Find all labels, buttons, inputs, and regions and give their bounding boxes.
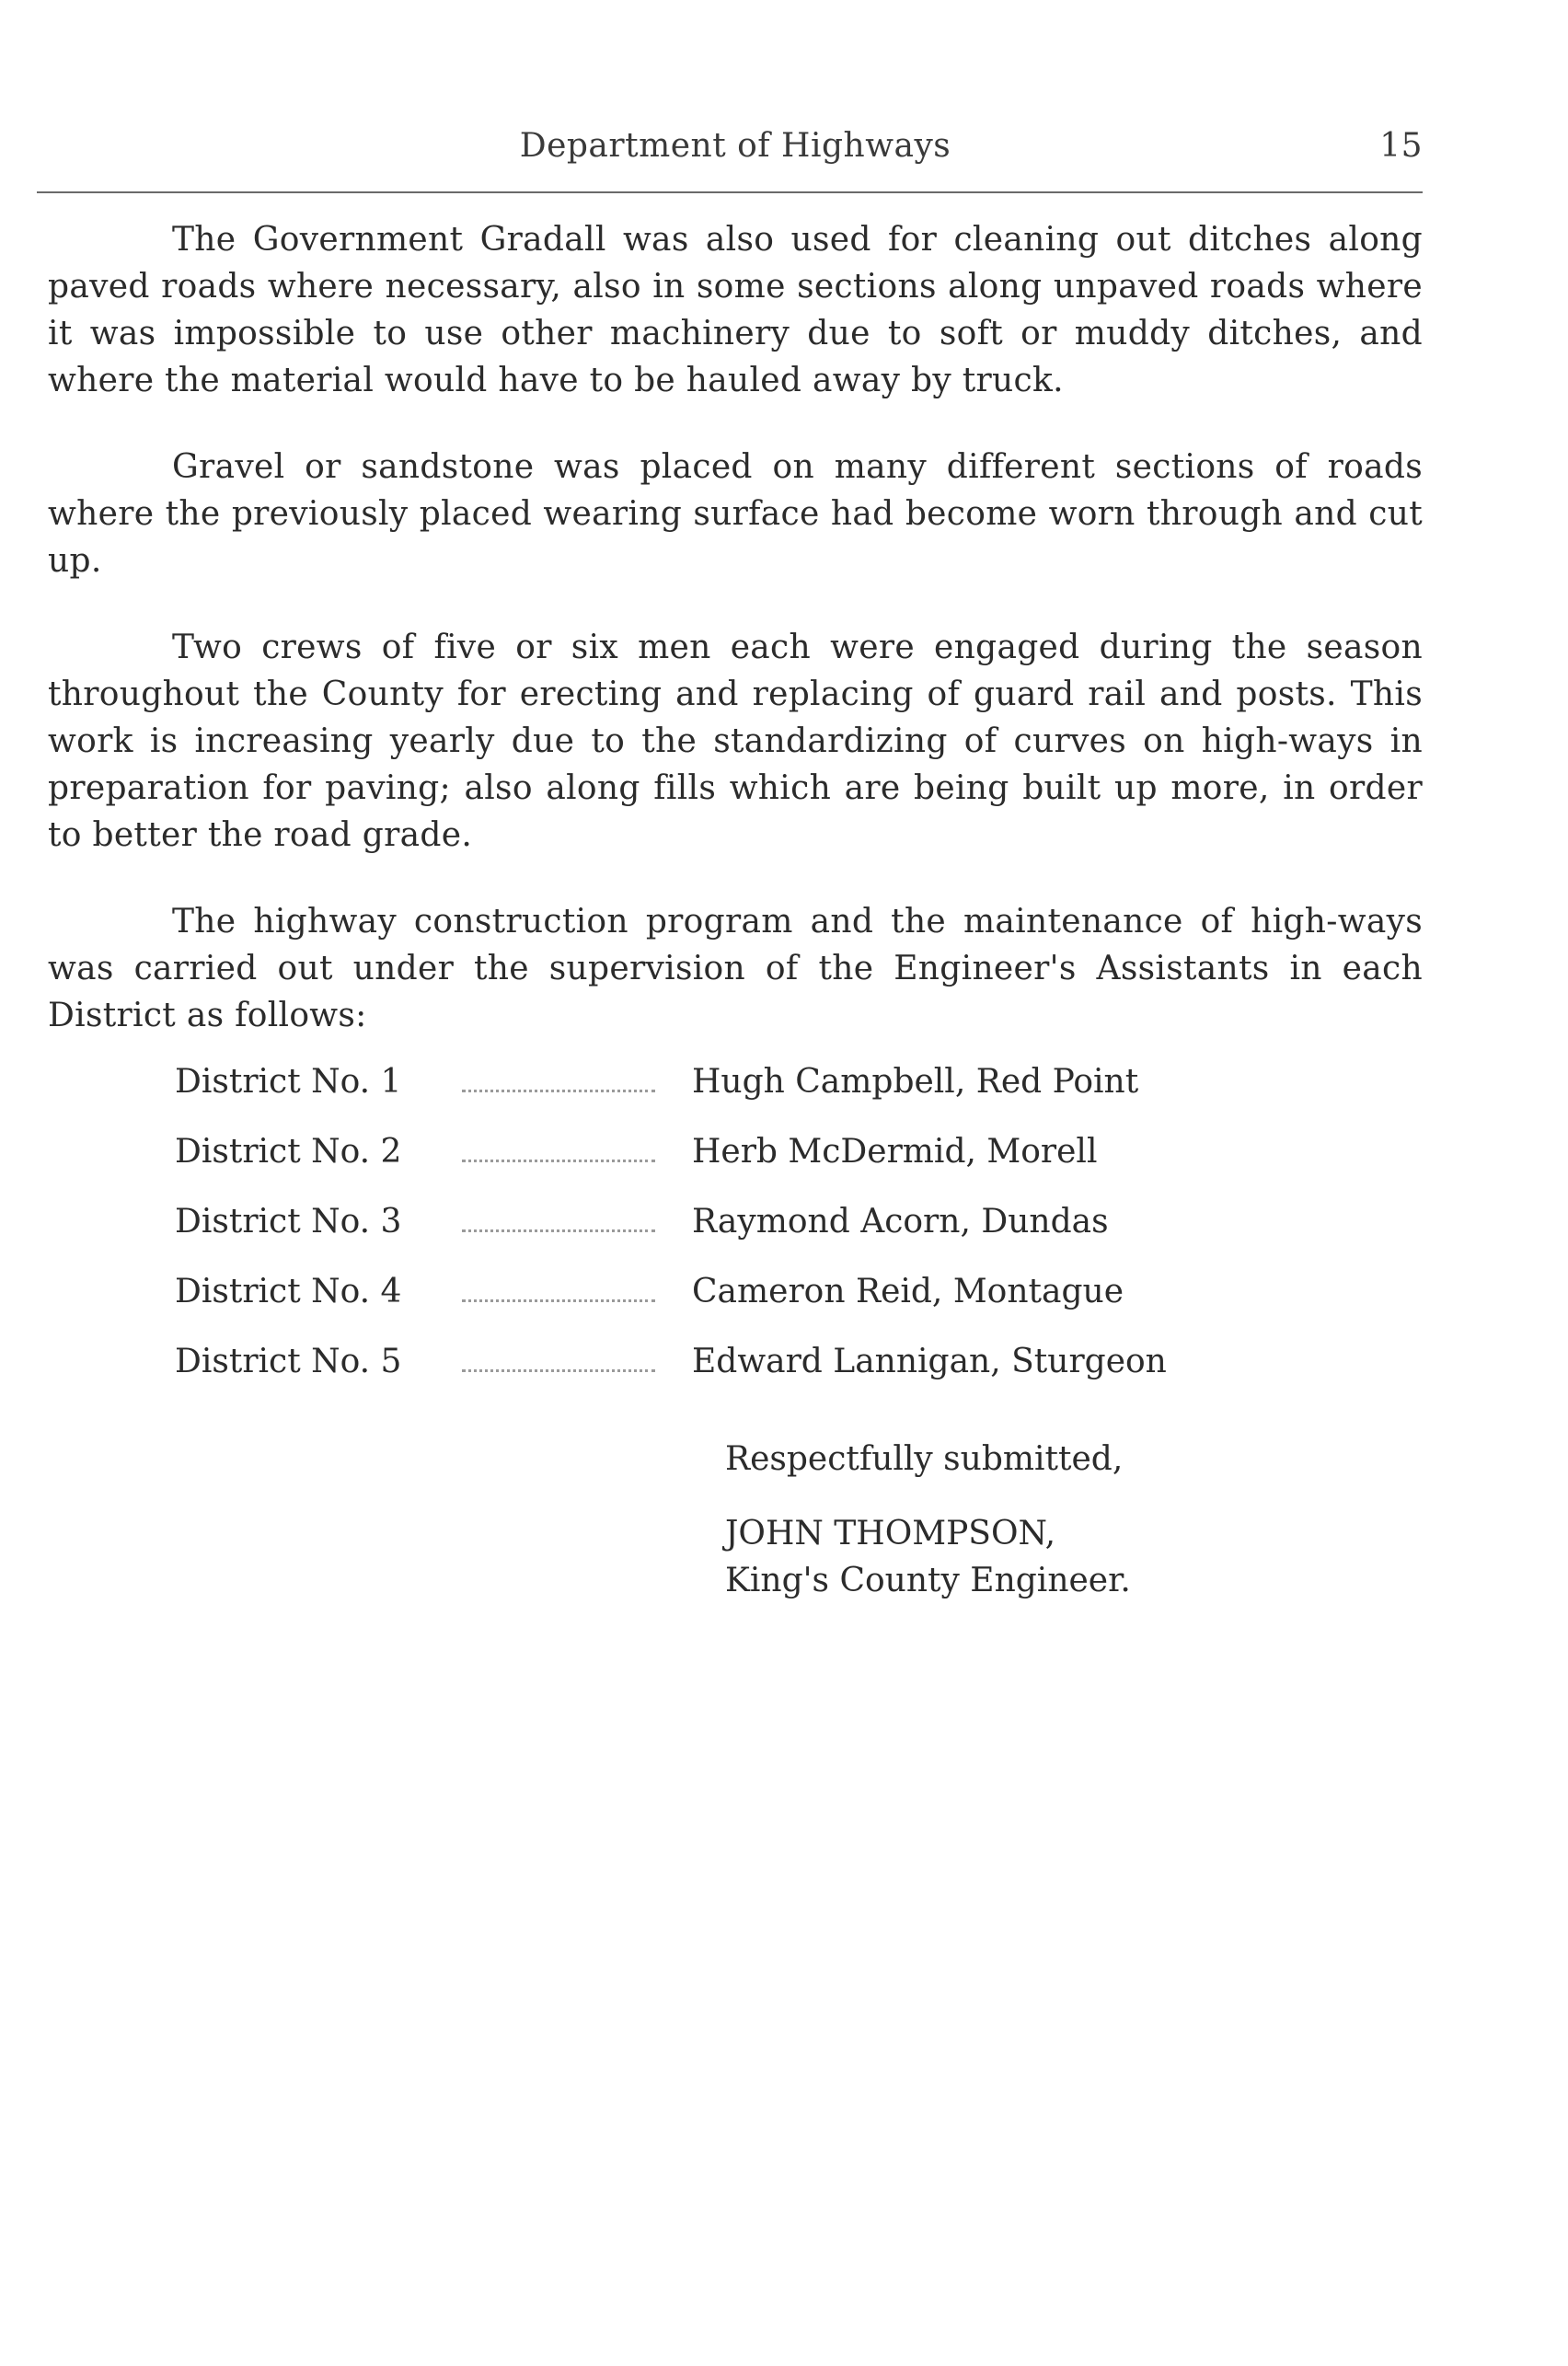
closing-line: Respectfully submitted, xyxy=(725,1440,1124,1478)
signer-name: JOHN THOMPSON, xyxy=(725,1515,1056,1552)
dot-leader xyxy=(462,1160,655,1162)
district-label: District No. 4 xyxy=(175,1273,402,1310)
body-text xyxy=(48,216,1423,1079)
assistant-name: Herb McDermid, Morell xyxy=(692,1133,1098,1171)
running-head xyxy=(48,127,1423,182)
dot-leader xyxy=(462,1229,655,1232)
page-number: 15 xyxy=(1379,127,1423,165)
signature-block xyxy=(725,1436,1131,1604)
assistant-name: Raymond Acorn, Dundas xyxy=(692,1203,1109,1241)
district-row xyxy=(175,1338,1242,1408)
paragraph-supervision: The highway construction program and the maintenance of high-ways was carried out under the supervision of the Engineer's Assistants in each District as follows: xyxy=(48,903,1423,1034)
dot-leader xyxy=(462,1369,655,1372)
district-label: District No. 1 xyxy=(175,1063,402,1101)
district-row xyxy=(175,1268,1242,1338)
dot-leader xyxy=(462,1090,655,1092)
paragraph-gravel: Gravel or sandstone was placed on many different sections of roads where the previously placed wearing surface had become worn through and cut up. xyxy=(48,448,1423,580)
header-rule xyxy=(37,191,1423,193)
district-assistants-list xyxy=(175,1058,1242,1408)
district-label: District No. 2 xyxy=(175,1133,402,1171)
district-label: District No. 5 xyxy=(175,1343,402,1380)
assistant-name: Edward Lannigan, Sturgeon xyxy=(692,1343,1167,1380)
paragraph-gradall: The Government Gradall was also used for cleaning out ditches along paved roads where necessary, also in some sections along unpaved roads where it was impossible to use other machinery due to soft or muddy ditches, and where the material would have to be hauled away by truck. xyxy=(48,221,1423,399)
district-row xyxy=(175,1198,1242,1268)
signer-title: King's County Engineer. xyxy=(725,1562,1131,1599)
district-row xyxy=(175,1058,1242,1128)
running-head-title: Department of Highways xyxy=(519,127,951,165)
paragraph-guard-rail: Two crews of five or six men each were engaged during the season throughout the County for erecting and replacing of guard rail and posts. This work is increasing yearly due to the standardizing of curves on high-ways in preparation for paving; also along fills which are being built up more, in order to better the road grade. xyxy=(48,629,1423,854)
district-row xyxy=(175,1128,1242,1198)
dot-leader xyxy=(462,1299,655,1302)
district-label: District No. 3 xyxy=(175,1203,402,1241)
assistant-name: Cameron Reid, Montague xyxy=(692,1273,1124,1310)
assistant-name: Hugh Campbell, Red Point xyxy=(692,1063,1139,1101)
